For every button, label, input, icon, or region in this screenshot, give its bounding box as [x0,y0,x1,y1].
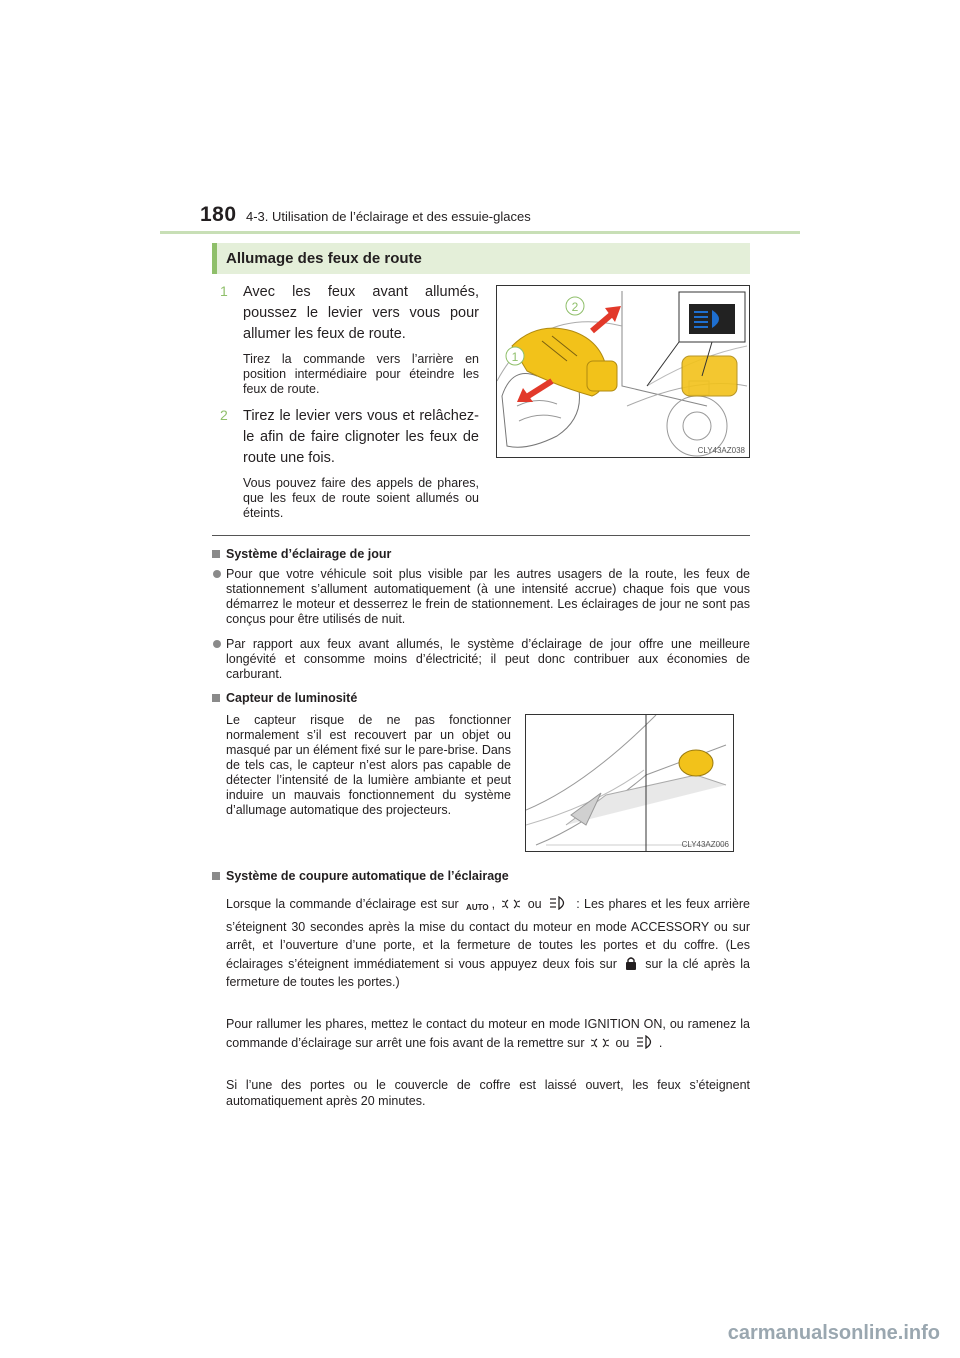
step-1-number: 1 [220,283,228,299]
headlights-icon [549,896,569,910]
auto-off-paragraph-3: Si l’une des portes ou le couvercle de coffre est laissé ouvert, les feux s’éteignent automatiquement après 20 minutes. [226,1078,750,1108]
sensor-heading: Capteur de luminosité [212,691,357,705]
square-bullet-icon [212,550,220,558]
auto-mode-icon: AUTO [466,903,489,912]
sensor-text: Le capteur risque de ne pas fonctionner normalement s’il est recouvert par un objet ou masqué par un élément fixé sur le pare-brise. Dans de tels cas, le capteur n’est alors pas capable de détecter l’intensité de la lumière ambiante et peut induire un mauvais fonctionnement du système d’allumage automatique des projecteurs. [226,713,511,817]
auto-off-paragraph-1: Lorsque la commande d’éclairage est sur AUTO , ou : Les phares et les feux arrière s’éteignent 30 secondes après la mise du contact du moteur en mode ACCESSORY ou sur arrêt, et l’ouverture d’une porte, et la fermeture de toutes les portes et du coffre. (Les éclairages s’éteignent immédiatement si vous appuyez deux fois sur sur la clé après la fermeture de toutes les portes.) [226,897,751,989]
step-2-text: Tirez le levier vers vous et relâchez-le afin de faire clignoter les feux de route une fois. [243,408,479,466]
callout-2: 2 [571,300,579,314]
lock-icon [625,956,637,970]
section-title: Allumage des feux de route [226,250,422,267]
lever-drawing [497,286,749,457]
parking-lights-icon [502,898,520,910]
headlights-icon [636,1035,656,1049]
watermark: carmanualsonline.info [727,1322,940,1344]
bullet-dot-icon [213,640,221,648]
header-divider [160,231,800,234]
figure-1-code: CLY43AZ038 [697,446,745,455]
auto-off-heading: Système de coupure automatique de l’éclairage [212,869,509,883]
step-1-text: Avec les feux avant allumés, poussez le levier vers vous pour allumer les feux de route. [243,284,479,342]
light-sensor-icon [679,750,713,776]
step-2-number: 2 [220,407,228,423]
bullet-dot-icon [213,570,221,578]
sensor-drawing [526,715,733,851]
callout-1: 1 [511,350,519,364]
drl-heading: Système d’éclairage de jour [212,547,391,561]
page-number: 180 [200,203,237,226]
headlight-lever-illustration [496,285,750,458]
figure-2-code: CLY43AZ006 [681,840,729,849]
parking-lights-icon [591,1037,609,1049]
light-sensor-illustration [525,714,734,852]
drl-bullet-1: Pour que votre véhicule soit plus visible par les autres usagers de la route, les feux de stationnement s’allument automatiquement (à une intensité accrue) chaque fois que vous démarrez le moteur et desserrez le frein de stationnement. Les éclairages de jour ne sont pas conçus pour être utilisés de nuit. [226,567,750,627]
drl-bullet-2: Par rapport aux feux avant allumés, le système d’éclairage de jour offre une meilleure longévité et consomme moins d’électricité; il peut donc contribuer aux économies de carburant. [226,637,750,682]
step-2-note: Vous pouvez faire des appels de phares, que les feux de route soient allumés ou éteints. [243,476,479,520]
section-separator [212,535,750,536]
square-bullet-icon [212,694,220,702]
chapter-title: 4-3. Utilisation de l’éclairage et des essuie-glaces [246,209,531,224]
square-bullet-icon [212,872,220,880]
auto-off-paragraph-2: Pour rallumer les phares, mettez le contact du moteur en mode IGNITION ON, ou ramenez la commande d’éclairage sur arrêt une fois avant de la remettre sur ou . [226,1017,750,1050]
step-1-note: Tirez la commande vers l’arrière en position intermédiaire pour éteindre les feux de route. [243,352,479,396]
